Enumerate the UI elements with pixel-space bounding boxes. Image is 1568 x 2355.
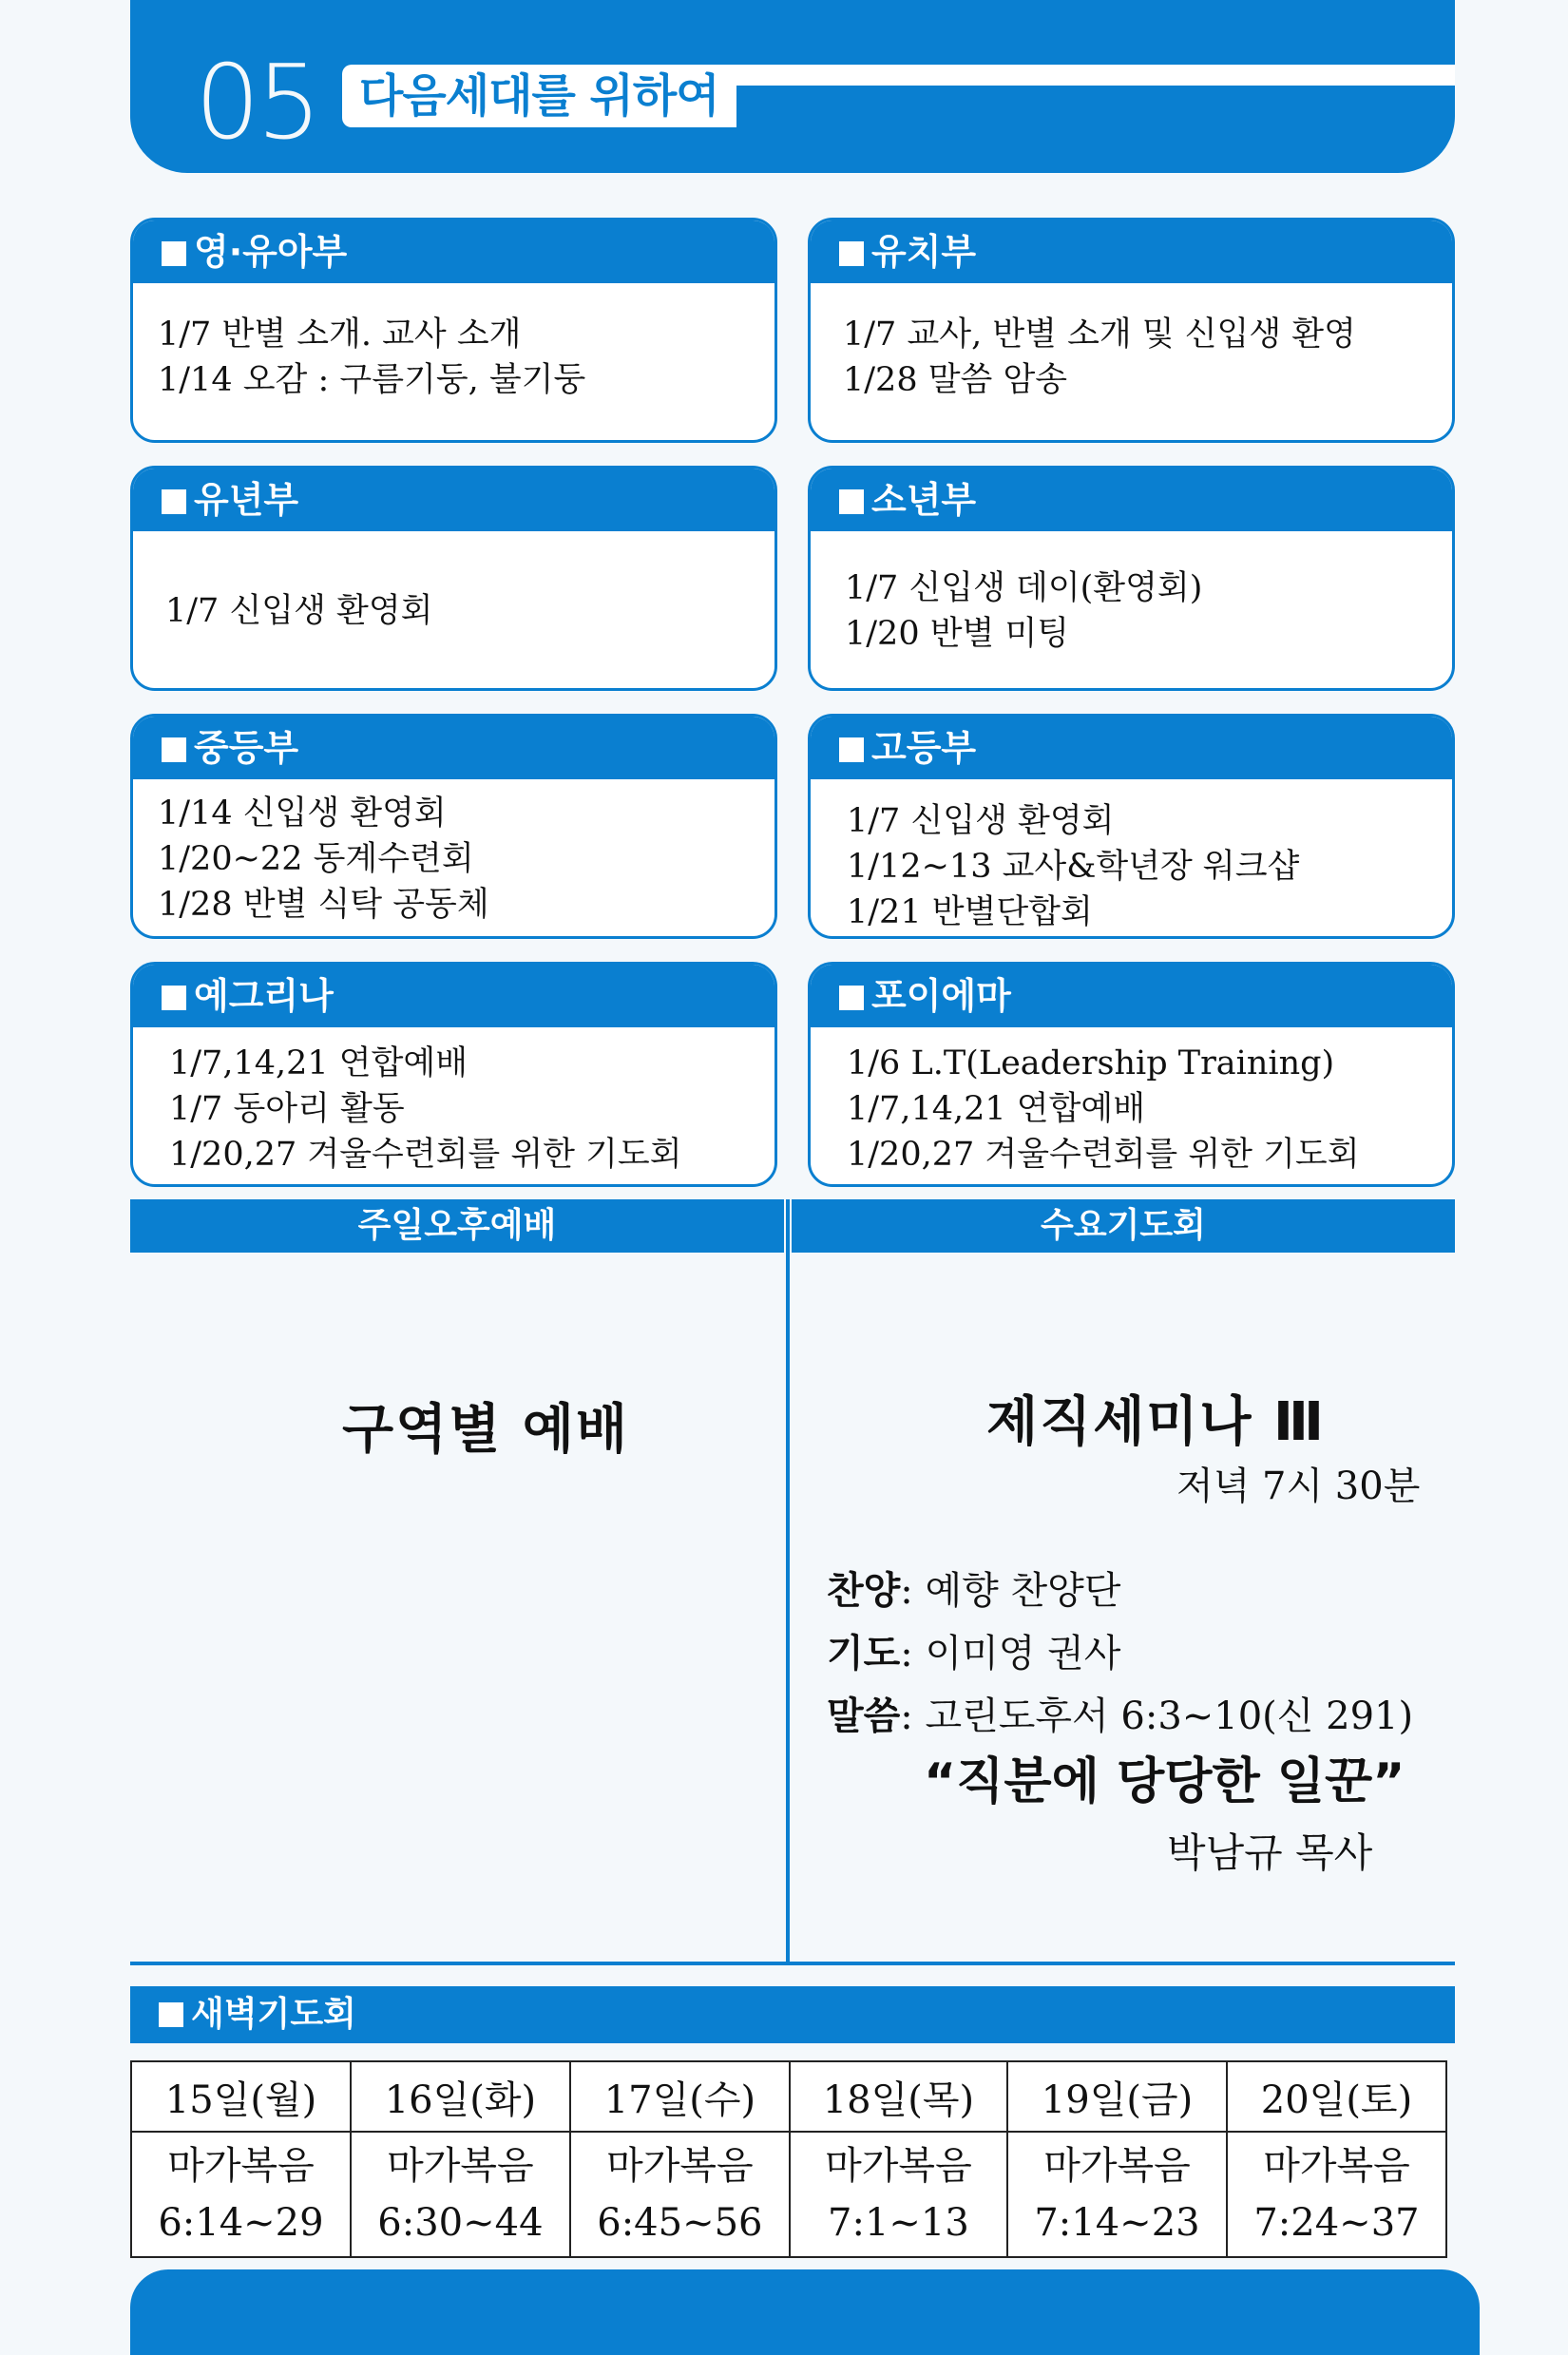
verse-range: 7:1~13 xyxy=(828,2201,969,2245)
square-bullet-icon xyxy=(839,986,864,1010)
dept-middle-school xyxy=(130,714,777,939)
square-bullet-icon xyxy=(839,737,864,762)
sermon-title: “직분에 당당한 일꾼” xyxy=(924,1753,1405,1810)
day-cell: 15일(월) xyxy=(131,2061,351,2132)
schedule-line: 1/7 신입생 환영회 xyxy=(165,592,433,630)
header-line xyxy=(722,65,1455,86)
prayer-row xyxy=(827,1623,1120,1677)
text-cell xyxy=(351,2132,570,2257)
schedule-line: 1/7 신입생 환영회 xyxy=(847,802,1115,840)
prayer-value: : 이미영 권사 xyxy=(900,1632,1121,1675)
footer-bar xyxy=(130,2269,1480,2355)
square-bullet-icon xyxy=(162,241,186,266)
schedule-line: 1/20,27 겨울수련회를 위한 기도회 xyxy=(847,1136,1360,1174)
verse-range: 7:14~23 xyxy=(1034,2201,1200,2245)
day-cell: 17일(수) xyxy=(570,2061,790,2132)
section-header xyxy=(130,0,1455,173)
text-cell xyxy=(790,2132,1007,2257)
column-divider xyxy=(786,1199,790,1965)
dept-schedule xyxy=(133,779,774,928)
square-bullet-icon xyxy=(159,2002,183,2027)
sunday-service-title: 구역별 예배 xyxy=(342,1399,629,1461)
dept-young-adults-poiema xyxy=(808,962,1455,1187)
dept-kindergarten xyxy=(808,218,1455,443)
dept-title: 예그리나 xyxy=(194,975,334,1017)
square-bullet-icon xyxy=(162,737,186,762)
prayer-label: 기도 xyxy=(827,1632,901,1675)
schedule-line: 1/7 교사, 반별 소개 및 신입생 환영 xyxy=(843,316,1356,354)
book-name: 마가복음 xyxy=(387,2144,534,2188)
schedule-line: 1/6 L.T(Leadership Training) xyxy=(847,1044,1335,1082)
schedule-line: 1/21 반별단합회 xyxy=(847,893,1093,931)
square-bullet-icon xyxy=(162,986,186,1010)
dept-schedule xyxy=(811,1027,1452,1178)
wednesday-service-time: 저녁 7시 30분 xyxy=(1176,1465,1421,1508)
word-label: 말씀 xyxy=(827,1694,901,1738)
square-bullet-icon xyxy=(839,241,864,266)
wednesday-service-header: 수요기도회 xyxy=(792,1199,1455,1253)
day-cell: 16일(화) xyxy=(351,2061,570,2132)
dawn-prayer-header xyxy=(130,1986,1455,2043)
schedule-line: 1/20~22 동계수련회 xyxy=(158,840,474,878)
schedule-line: 1/20 반별 미팅 xyxy=(845,615,1070,653)
schedule-line: 1/7 동아리 활동 xyxy=(169,1090,405,1128)
verse-range: 7:24~37 xyxy=(1253,2201,1420,2245)
schedule-line: 1/7 반별 소개. 교사 소개 xyxy=(158,316,522,354)
dawn-prayer-table xyxy=(130,2060,1447,2258)
verse-range: 6:45~56 xyxy=(597,2201,763,2245)
schedule-line: 1/20,27 겨울수련회를 위한 기도회 xyxy=(169,1136,682,1174)
dawn-prayer-title: 새벽기도회 xyxy=(191,1995,356,2034)
book-name: 마가복음 xyxy=(167,2144,315,2188)
square-bullet-icon xyxy=(162,489,186,514)
book-name: 마가복음 xyxy=(606,2144,754,2188)
text-cell xyxy=(1007,2132,1227,2257)
wednesday-service-title: 제직세미나 Ⅲ xyxy=(986,1391,1326,1453)
dept-title: 유년부 xyxy=(194,479,299,521)
text-cell xyxy=(131,2132,351,2257)
book-name: 마가복음 xyxy=(1263,2144,1410,2188)
section-title: 다음세대를 위하여 xyxy=(342,65,736,127)
verse-range: 6:30~44 xyxy=(377,2201,544,2245)
dept-title: 포이에마 xyxy=(871,975,1011,1017)
book-name: 마가복음 xyxy=(1043,2144,1191,2188)
dept-schedule xyxy=(133,531,774,691)
book-name: 마가복음 xyxy=(825,2144,972,2188)
text-cell xyxy=(1227,2132,1446,2257)
word-value: : 고린도후서 6:3~10(신 291) xyxy=(900,1694,1414,1738)
dept-young-adults-yegrina xyxy=(130,962,777,1187)
dept-primary xyxy=(130,466,777,691)
section-divider xyxy=(130,1962,1455,1965)
pastor-name: 박남규 목사 xyxy=(1167,1829,1373,1876)
dept-title: 영·유아부 xyxy=(194,231,348,273)
dept-schedule xyxy=(811,779,1452,935)
schedule-line: 1/14 오감 : 구름기둥, 불기둥 xyxy=(158,361,586,399)
dept-title: 중등부 xyxy=(194,727,299,769)
section-number: 05 xyxy=(195,44,318,163)
praise-row xyxy=(827,1560,1120,1615)
praise-label: 찬양 xyxy=(827,1569,901,1613)
schedule-line: 1/28 말씀 암송 xyxy=(843,361,1068,399)
dept-schedule xyxy=(811,283,1452,403)
schedule-line: 1/7 신입생 데이(환영회) xyxy=(845,569,1203,607)
sunday-service-header: 주일오후예배 xyxy=(130,1199,784,1253)
dept-schedule xyxy=(811,531,1452,657)
verse-range: 6:14~29 xyxy=(158,2201,324,2245)
dept-infant xyxy=(130,218,777,443)
praise-value: : 예향 찬양단 xyxy=(900,1569,1121,1613)
dept-high-school xyxy=(808,714,1455,939)
schedule-line: 1/28 반별 식탁 공동체 xyxy=(158,886,489,924)
dept-title: 고등부 xyxy=(871,727,977,769)
day-cell: 19일(금) xyxy=(1007,2061,1227,2132)
dept-title: 소년부 xyxy=(871,479,977,521)
schedule-line: 1/14 신입생 환영회 xyxy=(158,795,447,833)
dept-junior xyxy=(808,466,1455,691)
schedule-line: 1/7,14,21 연합예배 xyxy=(169,1044,468,1082)
dept-schedule xyxy=(133,283,774,403)
dept-schedule xyxy=(133,1027,774,1178)
word-row xyxy=(827,1686,1413,1740)
schedule-line: 1/12~13 교사&학년장 워크샵 xyxy=(847,848,1300,886)
day-cell: 20일(토) xyxy=(1227,2061,1446,2132)
schedule-line: 1/7,14,21 연합예배 xyxy=(847,1090,1146,1128)
day-cell: 18일(목) xyxy=(790,2061,1007,2132)
dept-title: 유치부 xyxy=(871,231,977,273)
text-cell xyxy=(570,2132,790,2257)
square-bullet-icon xyxy=(839,489,864,514)
